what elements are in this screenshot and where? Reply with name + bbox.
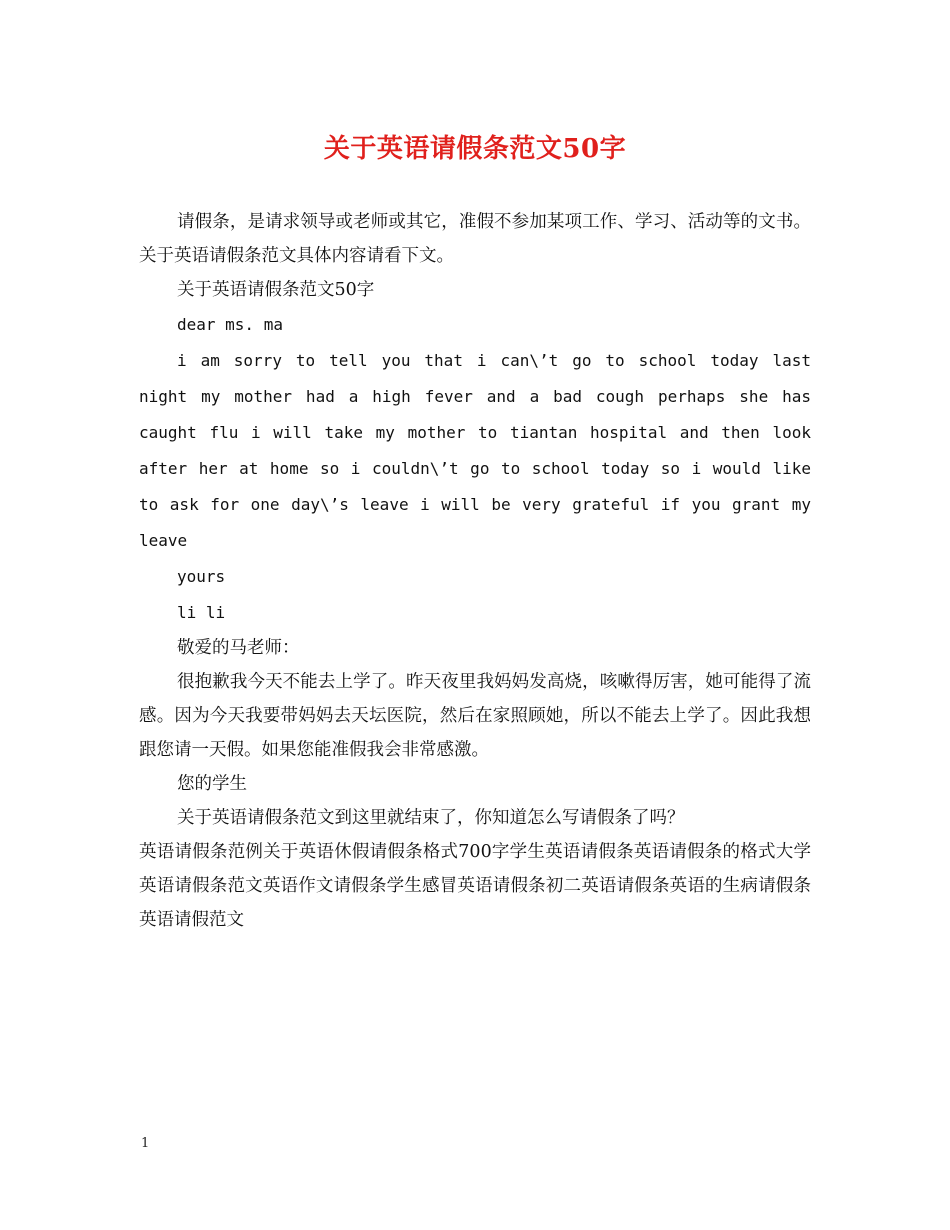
document-title: 关于英语请假条范文50字 <box>323 134 627 164</box>
chinese-letter-body: 很抱歉我今天不能去上学了。昨天夜里我妈妈发高烧，咳嗽得厉害，她可能得了流感。因为今天我要带妈妈去天坛医院，然后在家照顾她，所以不能去上学了。因此我想跟您请一天假。如果您能准假我会非常感激。 <box>139 672 811 760</box>
english-signature: li li <box>177 603 226 622</box>
chinese-salutation: 敬爱的马老师： <box>177 638 300 658</box>
related-articles: 英语请假条范例关于英语休假请假条格式700字学生英语请假条英语请假条的格式大学英语请假条范文英语作文请假条学生感冒英语请假条初二英语请假条英语的生病请假条英语请假范文 <box>139 842 811 930</box>
conclusion-paragraph: 关于英语请假条范文到这里就结束了，你知道怎么写请假条了吗？ <box>177 808 685 828</box>
english-salutation: dear ms. ma <box>177 315 283 334</box>
english-closing: yours <box>177 567 226 586</box>
english-letter-body: i am sorry to tell you that i can\’t go to school today last night my mother had a high fever and a bad cough perhaps she has caught flu i will take my mother to tiantan hospital and then look after her at home so i couldn\’t go to school today so i would like to ask for one day\’s leave i will be very grateful if you grant my leave <box>139 351 811 550</box>
intro-paragraph: 请假条，是请求领导或老师或其它，准假不参加某项工作、学习、活动等的文书。关于英语请假条范文具体内容请看下文。 <box>139 212 811 266</box>
document-body <box>139 205 811 937</box>
chinese-closing: 您的学生 <box>177 774 247 794</box>
page-number: 1 <box>141 1136 150 1151</box>
subtitle-line: 关于英语请假条范文50字 <box>177 280 375 300</box>
